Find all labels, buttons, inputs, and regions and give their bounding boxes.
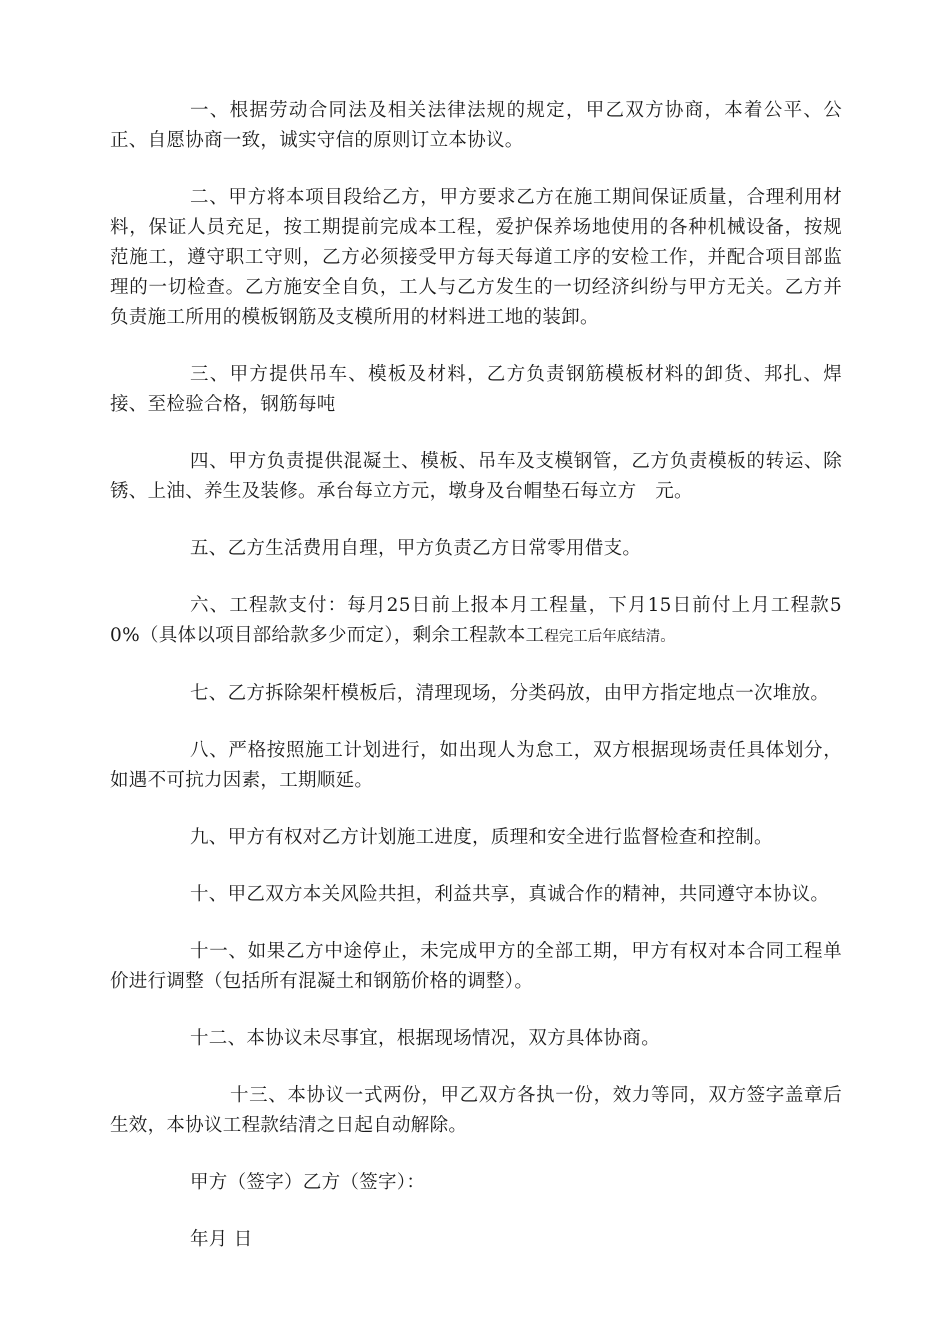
clause-7: 七、乙方拆除架杆模板后，清理现场，分类码放，由甲方指定地点一次堆放。: [190, 683, 830, 704]
clause-11: 十一、如果乙方中途停止，未完成甲方的全部工期，甲方有权对本合同工程单价进行调整（包括所有混凝土和钢筋价格的调整）。: [110, 941, 842, 992]
clause-6-main: 六、工程款支付：每月25日前上报本月工程量，下月15日前付上月工程款50%（具体以项目部给款多少而定），剩余工程款本工: [110, 595, 842, 646]
clause-6: [110, 591, 842, 652]
clause-2: 二、甲方将本项目段给乙方，甲方要求乙方在施工期间保证质量，合理利用材料，保证人员充足，按工期提前完成本工程，爱护保养场地使用的各种机械设备，按规范施工，遵守职工守则，乙方必须接受甲方每天每道工序的安检工作，并配合项目部监理的一切检查。乙方施安全自负，工人与乙方发生的一切经济纠纷与甲方无关。乙方并负责施工所用的模板钢筋及支模所用的材料进工地的装卸。: [110, 187, 842, 328]
document-page: [110, 96, 842, 1282]
date-line: 年月 日: [190, 1229, 253, 1250]
signature-line: 甲方（签字）乙方（签字）：: [190, 1172, 426, 1193]
clause-4: 四、甲方负责提供混凝土、模板、吊车及支模钢管，乙方负责模板的转运、除锈、上油、养生及装修。承台每立方元，墩身及台帽垫石每立方 元。: [110, 451, 842, 502]
clause-1: 一、根据劳动合同法及相关法律法规的规定，甲乙双方协商，本着公平、公正、自愿协商一致，诚实守信的原则订立本协议。: [110, 100, 842, 151]
clause-3: 三、甲方提供吊车、模板及材料，乙方负责钢筋模板材料的卸货、邦扎、焊接、至检验合格，钢筋每吨: [110, 364, 842, 415]
clause-5: 五、乙方生活费用自理，甲方负责乙方日常零用借支。: [190, 538, 642, 559]
clause-10: 十、甲乙双方本关风险共担，利益共享，真诚合作的精神，共同遵守本协议。: [190, 884, 830, 905]
clause-6-small: 程完工后年底结清。: [544, 629, 675, 645]
clause-9: 九、甲方有权对乙方计划施工进度，质理和安全进行监督检查和控制。: [190, 827, 773, 848]
clause-8: 八、严格按照施工计划进行，如出现人为怠工，双方根据现场责任具体划分，如遇不可抗力因素，工期顺延。: [110, 740, 842, 791]
clause-13: 十三、本协议一式两份，甲乙双方各执一份，效力等同，双方签字盖章后生效，本协议工程款结清之日起自动解除。: [110, 1085, 842, 1136]
clause-12: 十二、本协议未尽事宜，根据现场情况，双方具体协商。: [190, 1028, 661, 1049]
